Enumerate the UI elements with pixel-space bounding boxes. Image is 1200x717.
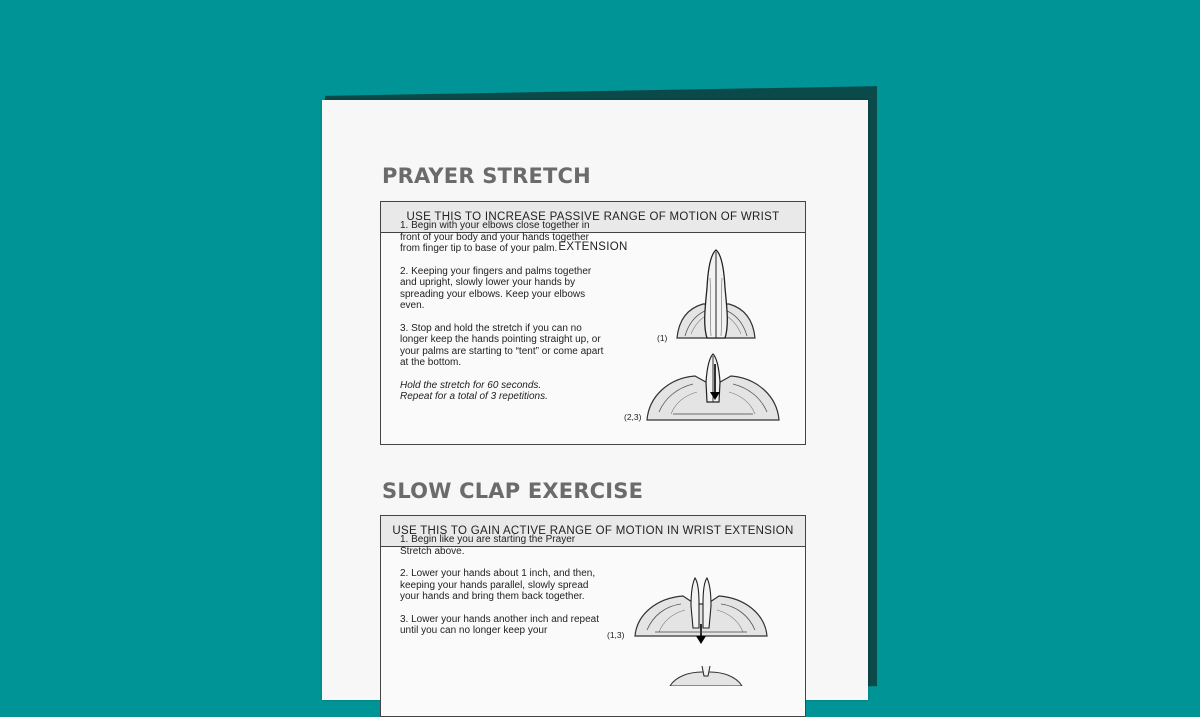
section-title-prayer-stretch: PRAYER STRETCH: [382, 164, 591, 188]
step-1: 1. Begin like you are starting the Prayer Stretch above.: [400, 534, 576, 557]
clap-hands-next-illustration: [666, 666, 746, 686]
step-3: 3. Stop and hold the stretch if you can no longer keep the hands pointing straight up, or your palms are starting to “tent” or come apart at the bottom.: [400, 322, 604, 368]
slow-clap-steps: [400, 534, 600, 648]
hold-note: [400, 380, 610, 403]
section-title-slow-clap: SLOW CLAP EXERCISE: [382, 479, 644, 503]
figure-label-1: (1): [657, 333, 668, 343]
step-2: 2. Keeping your fingers and palms together and upright, slowly lower your hands by spreading your elbows. Keep your elbows even.: [400, 265, 592, 311]
slow-clap-header: USE THIS TO GAIN ACTIVE RANGE OF MOTION IN WRIST EXTENSION: [381, 516, 805, 547]
slow-clap-box: [380, 515, 806, 717]
figure-label-2-3: (2,3): [624, 412, 642, 422]
prayer-stretch-box: [380, 201, 806, 445]
step-2: 2. Lower your hands about 1 inch, and then, keeping your hands parallel, slowly spread your hands and bring them back together.: [400, 568, 596, 602]
step-1: 1. Begin with your elbows close together in front of your body and your hands together from finger tip to base of your palm.: [400, 220, 590, 254]
prayer-stretch-header: USE THIS TO INCREASE PASSIVE RANGE OF MOTION OF WRIST EXTENSION: [381, 202, 805, 233]
step-3: 3. Lower your hands another inch and repeat until you can no longer keep your: [400, 613, 600, 636]
hold-note-line2: Repeat for a total of 3 repetitions.: [400, 391, 548, 402]
hold-note-line1: Hold the stretch for 60 seconds.: [400, 379, 542, 391]
prayer-hands-upright-illustration: [671, 248, 761, 340]
prayer-stretch-steps: [400, 220, 610, 403]
clap-hands-illustration: [631, 576, 771, 648]
figure-label-1-3: (1,3): [607, 630, 625, 640]
prayer-hands-lowered-illustration: [643, 352, 783, 424]
handout-page: [322, 100, 868, 700]
